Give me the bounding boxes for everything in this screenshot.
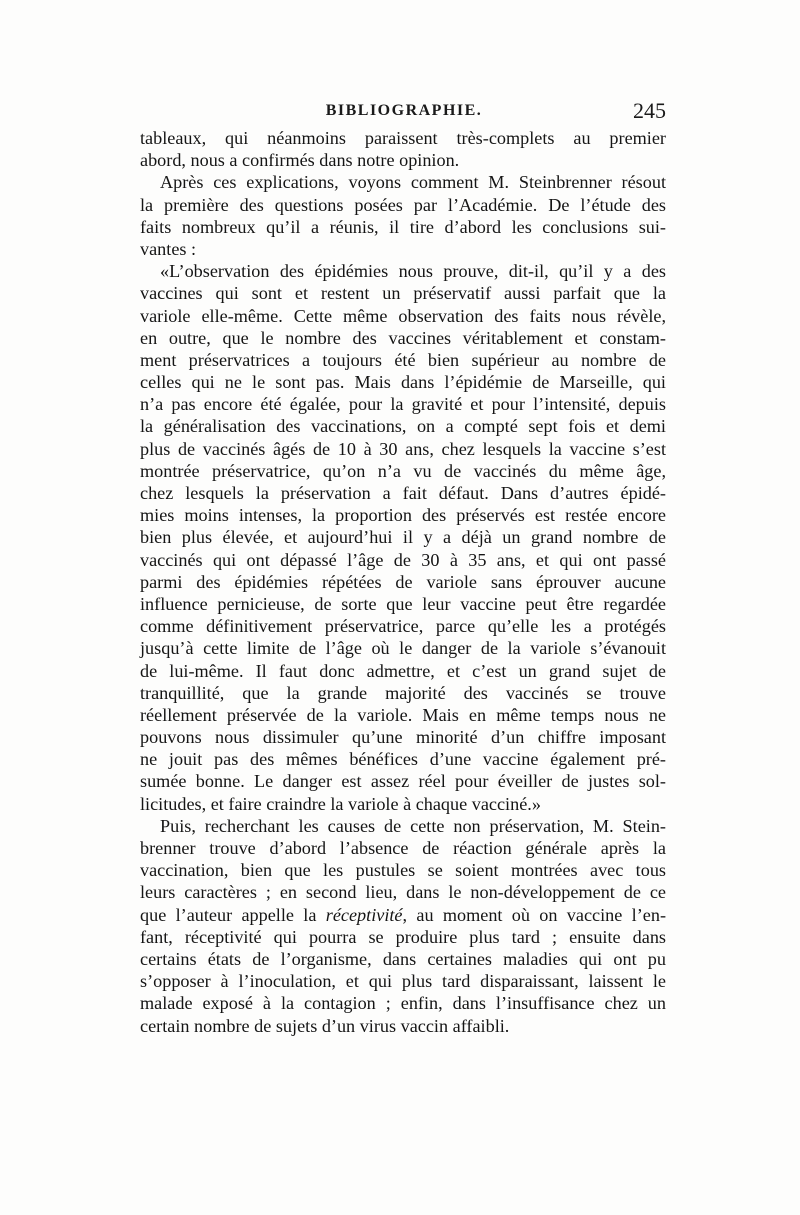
text-line: sumée bonne. Le danger est assez réel pour éveiller de justes sol- (140, 771, 666, 792)
text-line: abord, nous a confirmés dans notre opinion. (140, 150, 460, 171)
text-line: pouvons nous dissimuler qu’une minorité d’un chiffre imposant (140, 727, 666, 748)
text-line: influence pernicieuse, de sorte que leur vaccine peut être regardée (140, 593, 666, 614)
page-number: 245 (633, 98, 666, 123)
text-line: tableaux, qui néanmoins paraissent très-complets au premier (140, 128, 666, 148)
text-line: comme définitivement préservatrice, parce qu’elle les a protégés (140, 616, 666, 637)
text-segment: que l’auteur appelle la (140, 904, 326, 925)
text-line: bien plus élevée, et aujourd’hui il y a déjà un grand nombre de (140, 527, 666, 548)
text-line: parmi des épidémies répétées de variole sans éprouver aucune (140, 571, 666, 592)
text-line: mies moins intenses, la proportion des préservés est restée encore (140, 505, 666, 526)
text-line: variole elle-même. Cette même observation des faits nous révèle, (140, 305, 666, 326)
text-line: de lui-même. Il faut donc admettre, et c’est un grand sujet de (140, 660, 666, 681)
text-line: faits nombreux qu’il a réunis, il tire d’abord les conclusions sui- (140, 216, 666, 237)
text-line: certains états de l’organisme, dans certaines maladies qui ont pu (140, 948, 666, 969)
text-line: Puis, recherchant les causes de cette non préservation, M. Stein- (160, 815, 666, 836)
running-title: BIBLIOGRAPHIE. (325, 102, 483, 119)
text-line: malade exposé à la contagion ; enfin, dans l’insuffisance chez un (140, 993, 666, 1014)
text-line: leurs caractères ; en second lieu, dans le non-développement de ce (140, 882, 666, 903)
text-line: celles qui ne le sont pas. Mais dans l’épidémie de Marseille, qui (140, 372, 666, 393)
body-text (140, 127, 666, 1037)
text-line: la généralisation des vaccinations, on a compté sept fois et demi (140, 416, 666, 437)
text-line: la première des questions posées par l’Académie. De l’étude des (140, 194, 666, 215)
text-line: vantes : (140, 238, 197, 259)
text-line: Après ces explications, voyons comment M. Steinbrenner résout (160, 172, 666, 193)
text-line: «L’observation des épidémies nous prouve, dit-il, qu’il y a des (160, 261, 666, 282)
text-line: vaccines qui sont et restent un préservatif aussi parfait que la (140, 283, 666, 304)
text-line: vaccinés qui ont dépassé l’âge de 30 à 35 ans, et qui ont passé (140, 549, 666, 570)
text-line: montrée préservatrice, qu’on n’a vu de vaccinés du même âge, (140, 460, 666, 481)
text-line: chez lesquels la préservation a fait défaut. Dans d’autres épidé- (140, 483, 666, 503)
text-segment: , au moment où on vaccine l’en- (402, 904, 666, 925)
text-line: plus de vaccinés âgés de 10 à 30 ans, chez lesquels la vaccine s’est (140, 438, 666, 459)
text-line: ment préservatrices a toujours été bien supérieur au nombre de (140, 349, 666, 370)
text-line: en outre, que le nombre des vaccines véritablement et constam- (140, 327, 666, 348)
text-line: fant, réceptivité qui pourra se produire plus tard ; ensuite dans (140, 926, 666, 947)
text-line: ne jouit pas des mêmes bénéfices d’une vaccine également pré- (140, 749, 666, 770)
italic-term: réceptivité (325, 904, 403, 925)
text-line: réellement préservée de la variole. Mais en même temps nous ne (140, 704, 666, 725)
text-line (140, 904, 666, 926)
text-line: s’opposer à l’inoculation, et qui plus tard disparaissant, laissent le (140, 971, 666, 992)
text-line: vaccination, bien que les pustules se soient montrées avec tous (140, 860, 666, 881)
text-line: licitudes, et faire craindre la variole à chaque vacciné.» (140, 793, 541, 814)
text-line: n’a pas encore été égalée, pour la gravité et pour l’intensité, depuis (140, 394, 666, 415)
text-line: brenner trouve d’abord l’absence de réaction générale après la (140, 838, 666, 858)
running-head (142, 98, 666, 126)
text-line: tranquillité, que la grande majorité des vaccinés se trouve (140, 682, 666, 703)
text-line: jusqu’à cette limite de l’âge où le danger de la variole s’évanouit (140, 638, 666, 659)
text-line: certain nombre de sujets d’un virus vaccin affaibli. (140, 1015, 510, 1036)
